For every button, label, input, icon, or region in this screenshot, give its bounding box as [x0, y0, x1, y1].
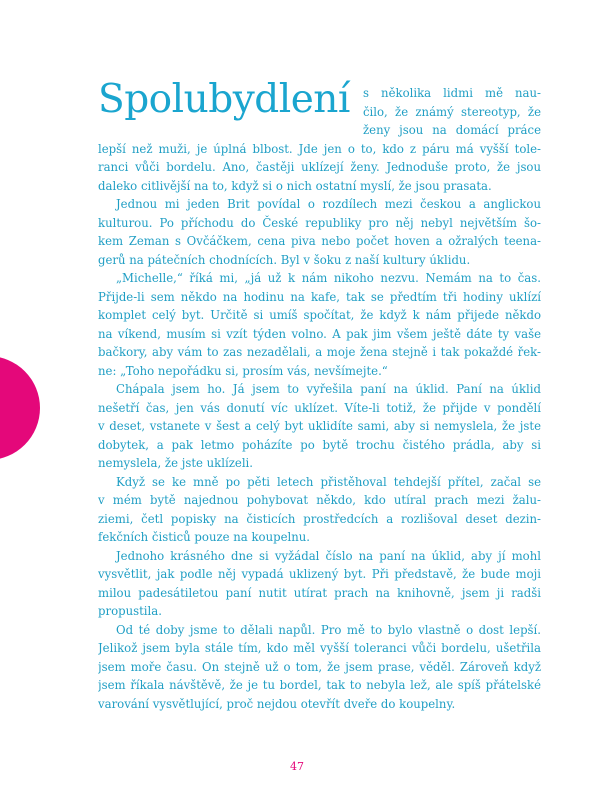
chapter-title: Spolubydlení: [98, 77, 350, 122]
text-line: čilo, že známý stereotyp, že: [363, 104, 541, 119]
text-line: nemyslela, že jste uklízeli.: [98, 456, 254, 470]
text-line: na víkend, musím si vzít týden volno. A pak jim všem ještě dáte ty vaše: [98, 326, 541, 341]
text-line: kulturou. Po příchodu do České republiky pro něj nebyl největším šo-: [98, 215, 541, 230]
text-line: ženy jsou na domácí práce: [363, 123, 541, 137]
page-number: 47: [290, 760, 304, 773]
text-line: ziemi, četl popisky na čisticích prostředcích a rozlišoval deset dezin-: [98, 511, 541, 526]
text-line: kem Zeman s Ovčáčkem, cena piva nebo počet hoven a ožralých teena-: [98, 234, 541, 248]
body-text: [98, 84, 541, 713]
text-line: Od té doby jsme to dělali napůl. Pro mě to bylo vlastně o dost lepší.: [116, 622, 541, 637]
text-line: Jelikož jsem byla stále tím, kdo měl vyšší toleranci vůči bordelu, ušetřila: [98, 641, 541, 655]
text-line: bačkory, aby vám to zas nezadělali, a moje žena stejně i tak pokaždé řek-: [98, 345, 541, 359]
text-line: nešetří čas, jen vás donutí víc uklízet. Víte-li totiž, že přijde v pondělí: [98, 400, 541, 415]
text-line: propustila.: [98, 604, 162, 618]
text-line: Přijde-li sem někdo na hodinu na kafe, tak se předtím tři hodiny uklízí: [98, 289, 541, 304]
text-line: ranci vůči bordelu. Ano, častěji uklízejí ženy. Jednoduše proto, že jsou: [98, 160, 541, 174]
text-line: Když se ke mně po pěti letech přistěhoval tehdejší přítel, začal se: [116, 474, 541, 489]
text-line: daleko citlivější na to, když si o nich ostatní myslí, že jsou prasata.: [98, 178, 492, 193]
text-line: lepší než muži, je úplná blbost. Jde jen o to, kdo z páru má vyšší tole-: [98, 141, 541, 156]
text-line: v mém bytě najednou pohybovat někdo, kdo utíral prach mezi žalu-: [98, 493, 541, 507]
text-line: milou padesátiletou paní nutit utírat prach na knihovně, jsem ji radši: [98, 585, 541, 600]
text-line: jsem říkala návštěvě, že je tu bordel, tak to nebyla lež, ale spíš přátelské: [98, 678, 541, 692]
text-line: v deset, vstanete v šest a celý byt uklidíte sami, aby si nemyslela, že jste: [98, 419, 541, 433]
text-line: Jednoho krásného dne si vyžádal číslo na paní na úklid, aby jí mohl: [116, 548, 541, 563]
text-line: jsem moře času. On stejně už o tom, že jsem prase, věděl. Zároveň když: [98, 659, 541, 674]
text-line: fekčních čisticů pouze na koupelnu.: [98, 530, 311, 544]
text-line: komplet celý byt. Určitě si umíš spočítat, že když k nám přijede někdo: [98, 308, 541, 322]
text-line: Jednou mi jeden Brit povídal o rozdílech mezi českou a anglickou: [116, 197, 541, 211]
text-line: dobytek, a pak letmo poházíte po bytě trochu čistého prádla, aby si: [98, 437, 541, 452]
text-line: gerů na pátečních chodnících. Byl v šoku z naší kultury úklidu.: [98, 252, 471, 267]
text-line: s několika lidmi mě nau-: [363, 86, 541, 100]
text-line: Chápala jsem ho. Já jsem to vyřešila paní na úklid. Paní na úklid: [116, 382, 541, 396]
text-line: „Michelle,“ říká mi, „já už k nám nikoho nezvu. Nemám na to čas.: [116, 271, 541, 285]
text-line: vysvětlit, jak podle něj vypadá uklizený byt. Při představě, že bude moji: [98, 567, 541, 581]
text-line: ne: „Toho nepořádku si, prosím vás, nevšímejte.“: [98, 363, 388, 378]
decorative-pink-circle: [0, 356, 40, 460]
text-line: varování vysvětlující, proč nejdou otevřít dveře do koupelny.: [98, 696, 456, 711]
